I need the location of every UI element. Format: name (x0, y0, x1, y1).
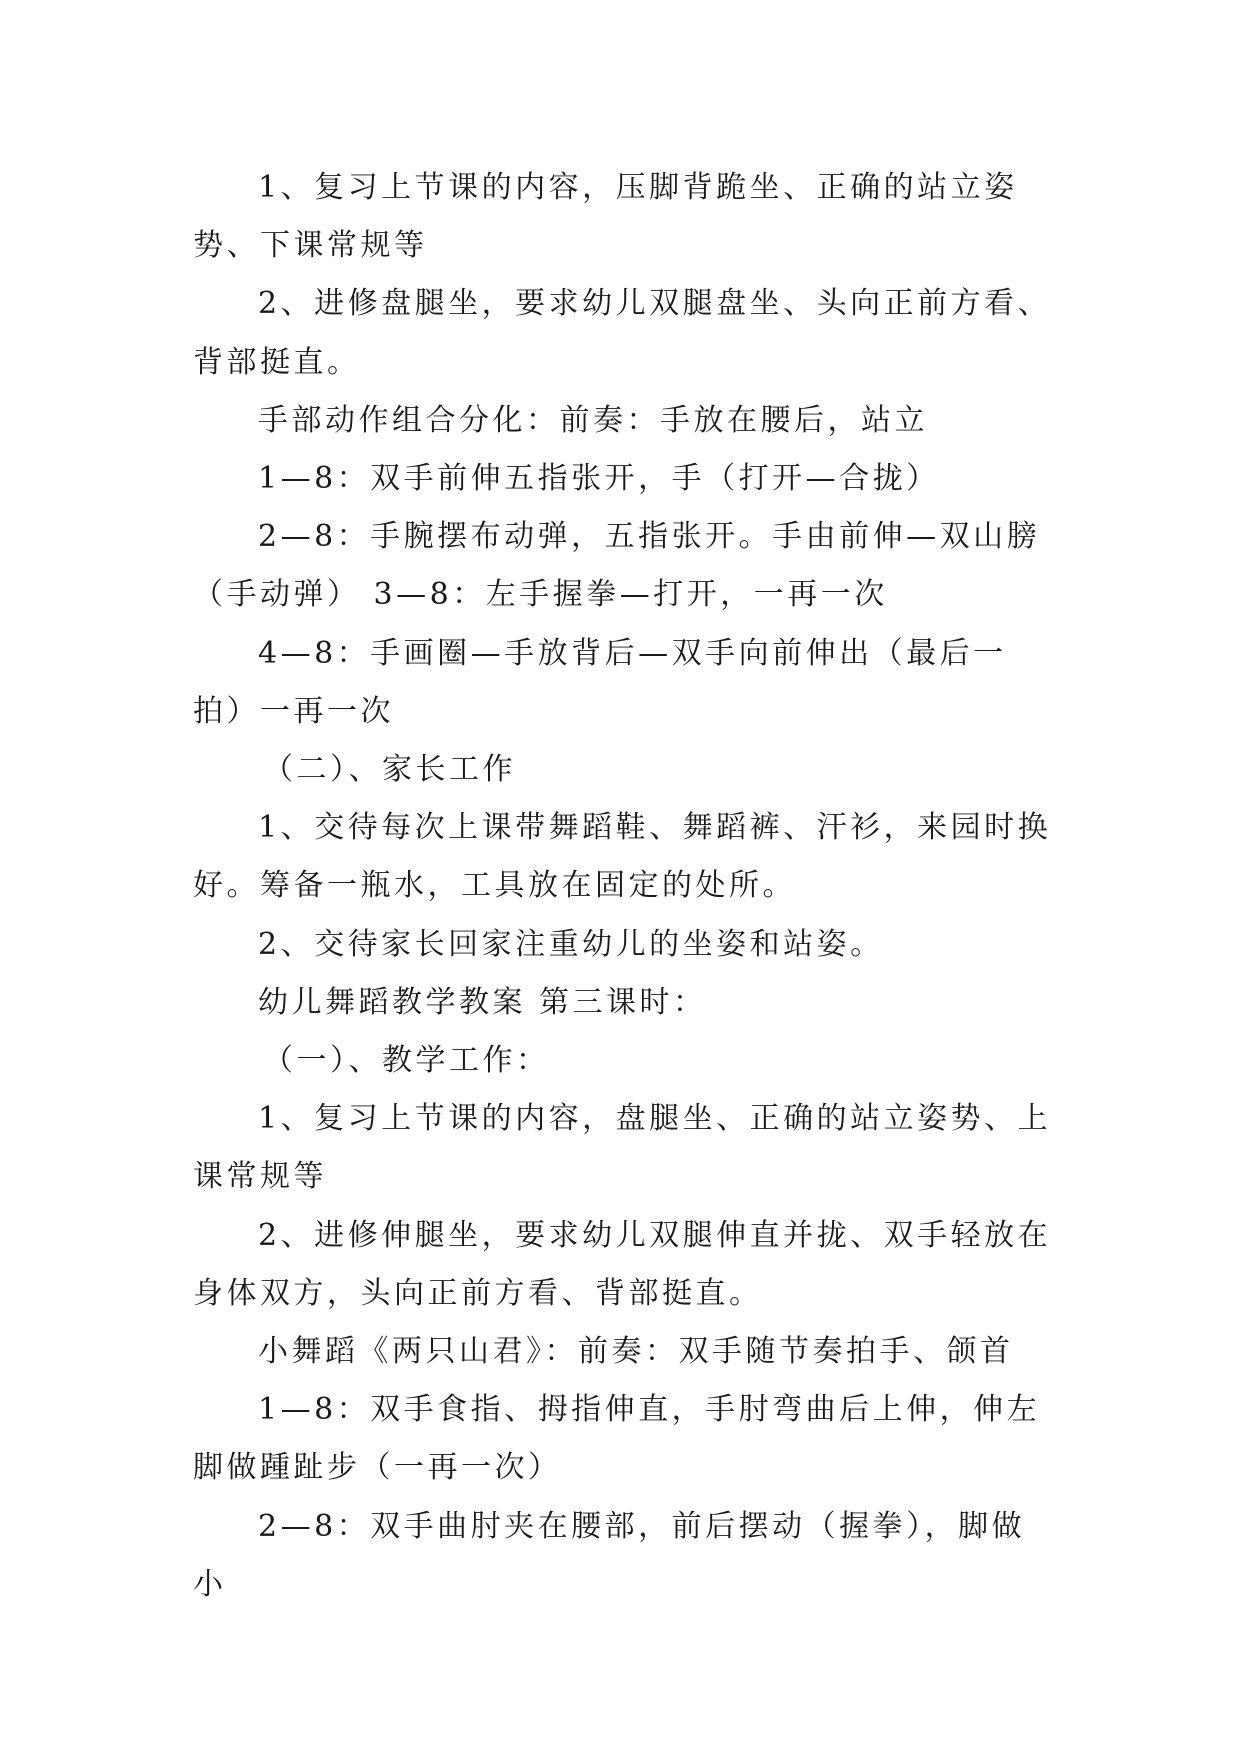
paragraph: 1、复习上节课的内容，盘腿坐、正确的站立姿势、上课常规等 (193, 1101, 1052, 1195)
paragraph: 2、进修盘腿坐，要求幼儿双腿盘坐、头向正前方看、背部挺直。 (193, 286, 1052, 380)
paragraph: 手部动作组合分化：前奏：手放在腰后，站立 (258, 402, 928, 438)
paragraph: 2—8：手腕摆布动弹，五指张开。手由前伸—双山膀（手动弹） 3—8：左手握拳—打开，一再一次 (193, 519, 1041, 613)
paragraph: 小舞蹈《两只山君》：前奏：双手随节奏拍手、颌首 (258, 1334, 1014, 1370)
paragraph: 2、进修伸腿坐，要求幼儿双腿伸直并拢、双手轻放在身体双方，头向正前方看、背部挺直。 (193, 1217, 1052, 1311)
document-body (193, 159, 1053, 1614)
paragraph: 1、复习上节课的内容，压脚背跪坐、正确的站立姿势、下课常规等 (193, 170, 1018, 264)
paragraph: 2、交待家长回家注重幼儿的坐姿和站姿。 (258, 926, 884, 962)
paragraph: 1—8：双手食指、拇指伸直，手肘弯曲后上伸，伸左脚做踵趾步（一再一次） (193, 1392, 1041, 1486)
paragraph: 2—8：双手曲肘夹在腰部，前后摆动（握拳），脚做小 (193, 1508, 1026, 1602)
paragraph: 1—8：双手前伸五指张开，手（打开—合拢） (258, 461, 940, 497)
lesson-title: 幼儿舞蹈教学教案 第三课时： (258, 984, 707, 1020)
section-heading: （一）、教学工作： (263, 1043, 550, 1079)
section-heading: （二）、家长工作 (263, 752, 516, 788)
paragraph: 4—8：手画圈—手放背后—双手向前伸出（最后一拍）一再一次 (193, 635, 1007, 729)
paragraph: 1、交待每次上课带舞蹈鞋、舞蹈裤、汗衫，来园时换好。筹备一瓶水，工具放在固定的处所。 (193, 810, 1052, 904)
